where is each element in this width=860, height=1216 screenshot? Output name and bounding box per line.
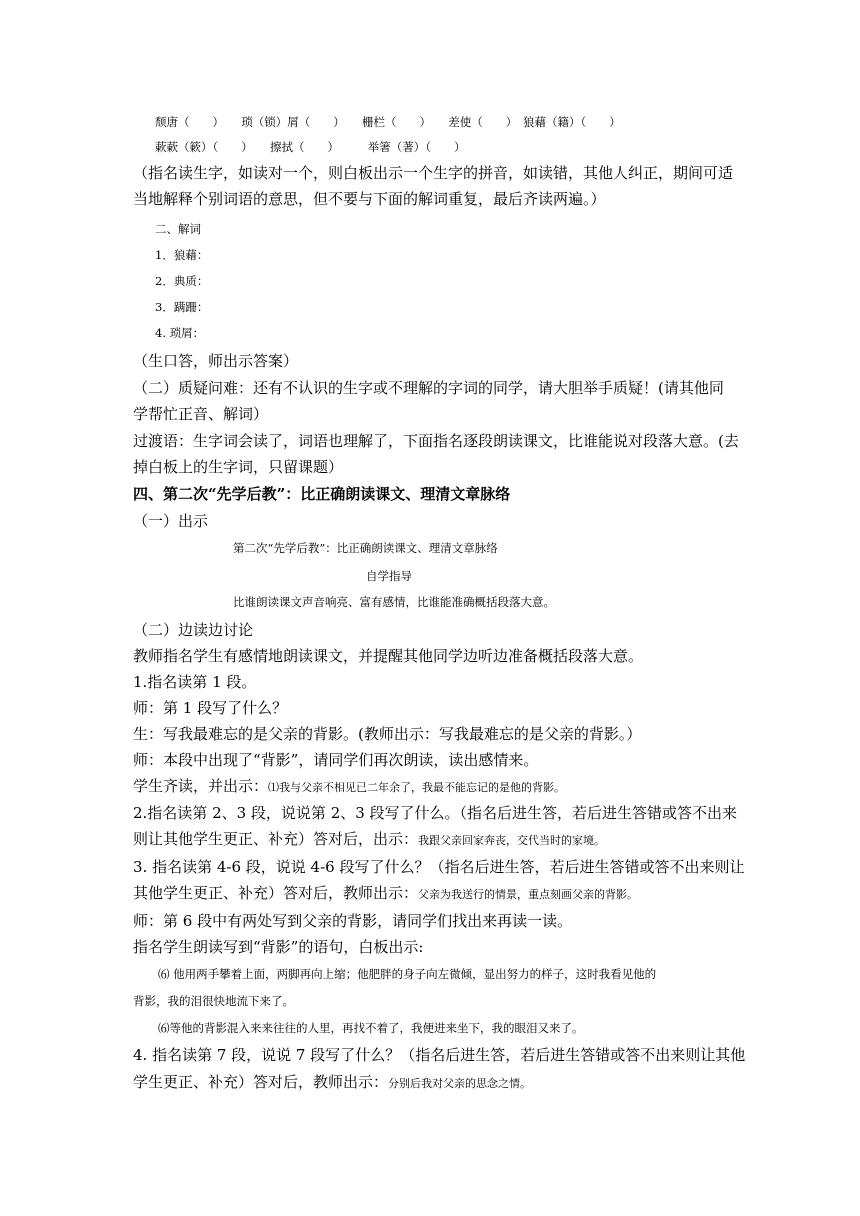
p2-lead: 则让其他学生更正、补充）答对后，出示： bbox=[133, 830, 419, 848]
jieci-item-4: 4. 琐屑： bbox=[155, 326, 205, 340]
paragraph-1-answer: 生：写我最难忘的是父亲的背影。(教师出示：写我最难忘的是父亲的背影。） bbox=[133, 725, 642, 743]
paragraph-6-question: 师：第 6 段中有两处写到父亲的背影，请同学们找出来再读一读。 bbox=[133, 912, 573, 930]
paragraph-6-lead: 指名学生朗读写到“背影”的语句，白板出示: bbox=[133, 938, 424, 956]
paragraph-7-line-1: 4. 指名读第 7 段，说说 7 段写了什么？（指名后进生答，若后进生答错或答不出来则让其他 bbox=[133, 1046, 746, 1064]
paragraph-1-task: 1.指名读第 1 段。 bbox=[133, 673, 257, 691]
paragraph-2-line-1: 2.指名读第 2、3 段，说说第 2、3 段写了什么。（指名后进生答，若后进生答错或答不出来 bbox=[133, 804, 738, 822]
board-body: 比谁朗读课文声音响亮、富有感情，比谁能准确概括段落大意。 bbox=[233, 595, 555, 609]
section-4-title: 四、第二次“先学后教”：比正确朗读课文、理清文章脉络 bbox=[133, 485, 511, 503]
vocab-row-1: 颓唐（ ） 琐（锁）屑（ ） 栅栏（ ） 差使（ ） 狼藉（籍）（ ） bbox=[155, 115, 621, 129]
p3-quote: 父亲为我送行的情景，重点刻画父亲的背影。 bbox=[418, 888, 639, 901]
paragraph-3-line-2 bbox=[133, 882, 638, 903]
question-line-1: （二）质疑问难：还有不认识的生字或不理解的字词的同学，请大胆举手质疑！(请其他同 bbox=[133, 379, 724, 397]
jieci-item-2: 2．典质： bbox=[155, 274, 209, 288]
transition-line-2: 掉白板上的生字词，只留课题） bbox=[133, 458, 344, 476]
read-quote: ⑴我与父亲不相见已二年余了，我最不能忘记的是他的背影。 bbox=[268, 781, 566, 794]
p4-lead: 学生更正、补充）答对后，教师出示： bbox=[133, 1073, 389, 1091]
teacher-intro: 教师指名学生有感情地朗读课文，并提醒其他同学边听边准备概括段落大意。 bbox=[133, 647, 644, 665]
display-label: （一）出示 bbox=[133, 512, 209, 530]
instruction-line-2: 当地解释个别词语的意思，但不要与下面的解词重复，最后齐读两遍。） bbox=[133, 190, 606, 208]
answer-note: （生口答，师出示答案） bbox=[133, 352, 299, 370]
quote-6a-line-2: 背影，我的泪很快地流下来了。 bbox=[133, 994, 294, 1008]
instruction-line-1: （指名读生字，如读对一个，则白板出示一个生字的拼音，如读错，其他人纠正，期间可适 bbox=[133, 164, 734, 182]
jieci-item-3: 3．蹒跚： bbox=[155, 300, 209, 314]
paragraph-1-note: 师：本段中出现了“背影”，请同学们再次朗读，读出感情来。 bbox=[133, 751, 539, 769]
section-heading-jieci: 二、解词 bbox=[155, 222, 201, 236]
question-line-2: 学帮忙正音、解词） bbox=[133, 405, 269, 423]
p4-quote: 分别后我对父亲的思念之情。 bbox=[388, 1077, 532, 1090]
jieci-item-1: 1．狼藉： bbox=[155, 248, 209, 262]
board-subtitle: 自学指导 bbox=[366, 569, 412, 583]
discussion-label: （二）边读边讨论 bbox=[133, 621, 254, 639]
paragraph-7-line-2 bbox=[133, 1071, 531, 1092]
quote-6b: ⑹等他的背影混入来来往往的人里，再找不着了，我便进来坐下，我的眼泪又来了。 bbox=[158, 1021, 584, 1035]
p3-lead: 其他学生更正、补充）答对后，教师出示： bbox=[133, 884, 419, 902]
paragraph-1-read bbox=[133, 775, 565, 796]
quote-6a-line-1: ⑹ 他用两手攀着上面，两脚再向上缩；他肥胖的身子向左微倾，显出努力的样子，这时我看见他的 bbox=[158, 967, 657, 981]
paragraph-1-question: 师：第 1 段写了什么？ bbox=[133, 699, 288, 717]
paragraph-3-line-1: 3. 指名读第 4-6 段，说说 4-6 段写了什么？（指名后进生答，若后进生答错或答不出来则让 bbox=[133, 858, 745, 876]
board-title: 第二次“先学后教”：比正确朗读课文、理清文章脉络 bbox=[233, 541, 498, 555]
transition-line-1: 过渡语：生字词会读了，词语也理解了，下面指名逐段朗读课文，比谁能说对段落大意。(去 bbox=[133, 432, 739, 450]
vocab-row-2: 蔌蔌（簌）（ ） 擦拭（ ） 举箸（著）（ ） bbox=[155, 140, 466, 154]
read-lead: 学生齐读，并出示： bbox=[133, 777, 269, 795]
paragraph-2-line-2 bbox=[133, 828, 605, 849]
p2-quote: 我跟父亲回家奔丧，交代当时的家境。 bbox=[418, 834, 606, 847]
